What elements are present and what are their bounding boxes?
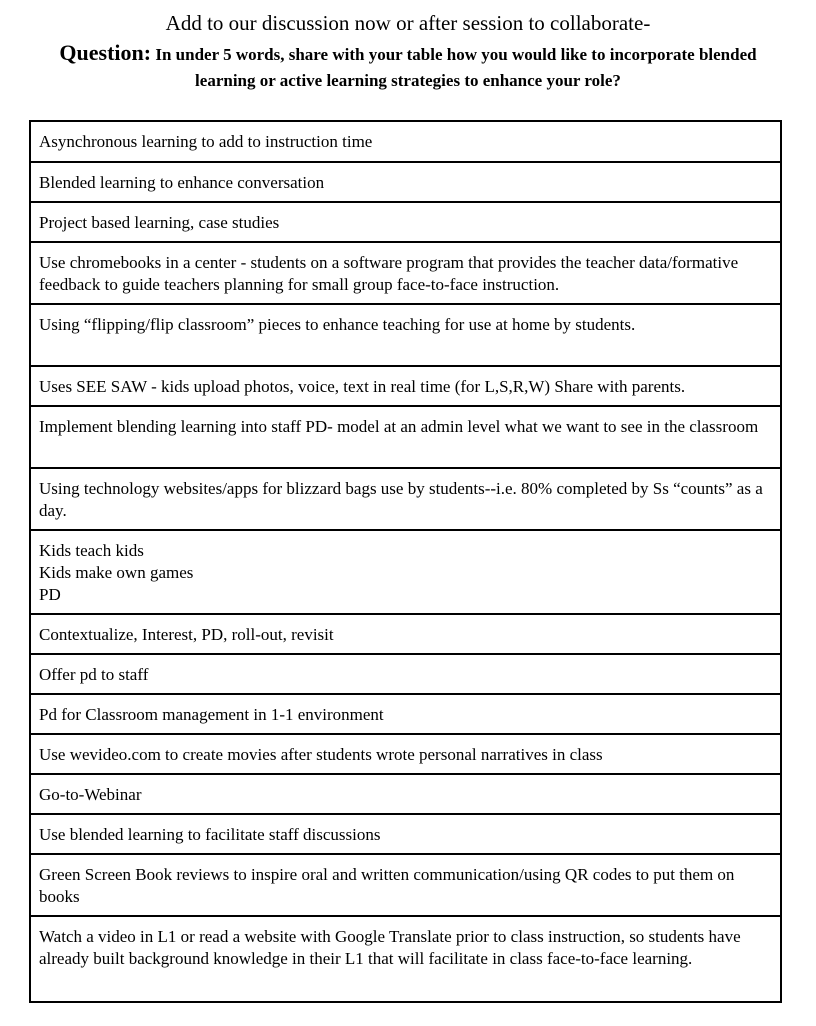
table-row (31, 407, 780, 469)
response-text: Project based learning, case studies (39, 213, 280, 232)
table-row (31, 203, 780, 243)
response-text: Using “flipping/flip classroom” pieces to enhance teaching for use at home by students. (39, 315, 636, 334)
table-row (31, 917, 780, 1001)
response-text: Pd for Classroom management in 1-1 environment (39, 705, 384, 724)
table-row (31, 163, 780, 203)
question-prompt (40, 40, 776, 94)
header-instruction: Add to our discussion now or after session to collaborate- (165, 11, 651, 35)
response-text: Use wevideo.com to create movies after students wrote personal narratives in class (39, 745, 603, 764)
response-text: Contextualize, Interest, PD, roll-out, revisit (39, 625, 334, 644)
table-row (31, 735, 780, 775)
question-text: In under 5 words, share with your table how you would like to incorporate blended learning or active learning strategies to enhance your role? (155, 45, 757, 90)
table-row (31, 815, 780, 855)
response-text: Uses SEE SAW - kids upload photos, voice, text in real time (for L,S,R,W) Share with parents. (39, 377, 686, 396)
response-text: Go-to-Webinar (39, 785, 142, 804)
table-row (31, 122, 780, 163)
response-text: Watch a video in L1 or read a website with Google Translate prior to class instruction, so students have already built background knowledge in their L1 that will facilitate in class face-to-face learning. (39, 927, 741, 968)
table-row (31, 367, 780, 407)
responses-table (29, 120, 782, 1003)
response-text: Implement blending learning into staff PD- model at an admin level what we want to see in the classroom (39, 417, 759, 436)
response-text: Use chromebooks in a center - students on a software program that provides the teacher data/formative feedback to guide teachers planning for small group face-to-face instruction. (39, 253, 739, 294)
table-row (31, 531, 780, 615)
response-text: Green Screen Book reviews to inspire oral and written communication/using QR codes to put them on books (39, 865, 735, 906)
table-row (31, 655, 780, 695)
question-label: Question: (59, 40, 152, 65)
table-row (31, 305, 780, 367)
response-text: Offer pd to staff (39, 665, 149, 684)
response-text: Use blended learning to facilitate staff discussions (39, 825, 381, 844)
table-row (31, 695, 780, 735)
response-text: Kids teach kids Kids make own games PD (39, 541, 194, 604)
response-text: Blended learning to enhance conversation (39, 173, 325, 192)
table-row (31, 243, 780, 305)
table-row (31, 469, 780, 531)
response-text: Asynchronous learning to add to instruction time (39, 132, 373, 151)
table-row (31, 855, 780, 917)
table-row (31, 775, 780, 815)
table-row (31, 615, 780, 655)
response-text: Using technology websites/apps for blizzard bags use by students--i.e. 80% completed by Ss “counts” as a day. (39, 479, 763, 520)
